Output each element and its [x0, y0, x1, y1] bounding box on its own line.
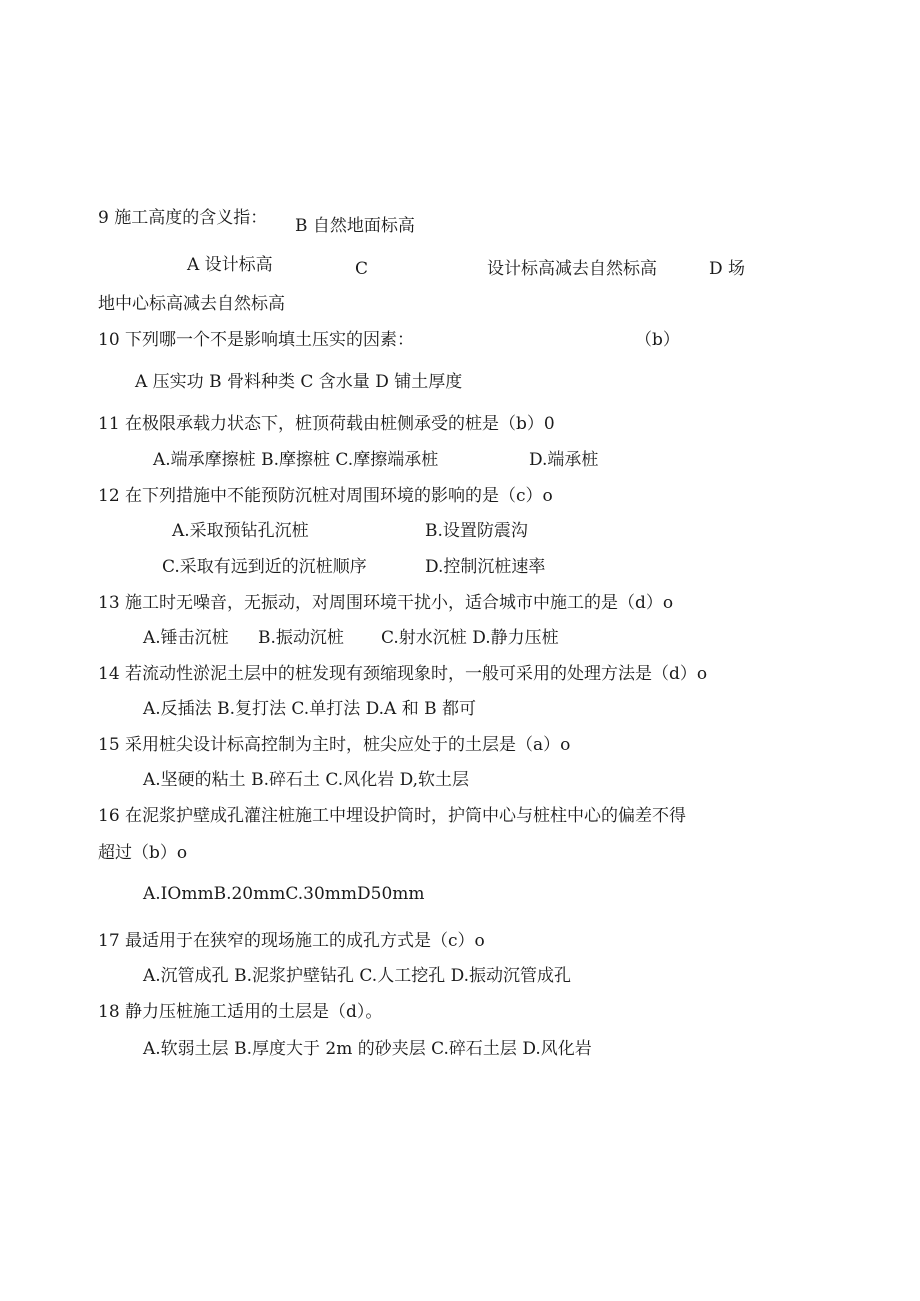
q13-option-b: B.振动沉桩 [258, 628, 344, 648]
q16-stem-continued: 超过（b）o [98, 843, 188, 863]
q15-options: A.坚硬的粘土 B.碎石土 C.风化岩 D,软土层 [143, 770, 470, 790]
q12-option-a: A.采取预钻孔沉桩 [172, 521, 309, 541]
q17-stem: 17 最适用于在狭窄的现场施工的成孔方式是（c）o [98, 931, 485, 951]
q11-option-d: D.端承桩 [529, 450, 599, 470]
q9-stem: 9 施工高度的含义指： [98, 208, 268, 228]
q12-stem: 12 在下列措施中不能预防沉桩对周围环境的影响的是（c）o [98, 486, 553, 506]
q9-option-c-text: 设计标高减去自然标高 [487, 259, 657, 279]
q13-option-cd: C.射水沉桩 D.静力压桩 [381, 628, 559, 648]
q10-stem: 10 下列哪一个不是影响填土压实的因素： [98, 330, 415, 350]
q12-option-c: C.采取有远到近的沉桩顺序 [162, 557, 367, 577]
q9-option-b: B 自然地面标高 [295, 216, 415, 236]
q12-option-b: B.设置防震沟 [425, 521, 528, 541]
q10-options: A 压实功 B 骨料种类 C 含水量 D 铺土厚度 [135, 372, 463, 392]
q15-stem: 15 采用桩尖设计标高控制为主时，桩尖应处于的土层是（a）o [98, 735, 571, 755]
q18-options: A.软弱土层 B.厚度大于 2m 的砂夹层 C.碎石土层 D.风化岩 [143, 1039, 592, 1059]
q14-options: A.反插法 B.复打法 C.单打法 D.A 和 B 都可 [143, 699, 477, 719]
q13-stem: 13 施工时无噪音，无振动，对周围环境干扰小，适合城市中施工的是（d）o [98, 593, 674, 613]
q18-stem: 18 静力压桩施工适用的土层是（d）。 [98, 1002, 383, 1022]
q10-answer: （b） [635, 330, 680, 350]
q16-options: A.IOmmB.20mmC.30mmD50mm [143, 884, 425, 904]
q11-stem: 11 在极限承载力状态下，桩顶荷载由桩侧承受的桩是（b）0 [98, 414, 555, 434]
q11-options-abc: A.端承摩擦桩 B.摩擦桩 C.摩擦端承桩 [153, 450, 439, 470]
q17-options: A.沉管成孔 B.泥浆护壁钻孔 C.人工挖孔 D.振动沉管成孔 [143, 966, 572, 986]
q13-option-a: A.锤击沉桩 [143, 628, 229, 648]
q9-option-a: A 设计标高 [187, 255, 273, 275]
q9-option-d: D 场 [709, 259, 746, 279]
q12-option-d: D.控制沉桩速率 [425, 557, 546, 577]
q14-stem: 14 若流动性淤泥土层中的桩发现有颈缩现象时，一般可采用的处理方法是（d）o [98, 664, 708, 684]
q9-option-c-letter: C [355, 259, 369, 279]
q9-option-d-continued: 地中心标高减去自然标高 [98, 294, 285, 314]
q16-stem: 16 在泥浆护壁成孔灌注桩施工中埋设护筒时，护筒中心与桩柱中心的偏差不得 [98, 806, 687, 826]
